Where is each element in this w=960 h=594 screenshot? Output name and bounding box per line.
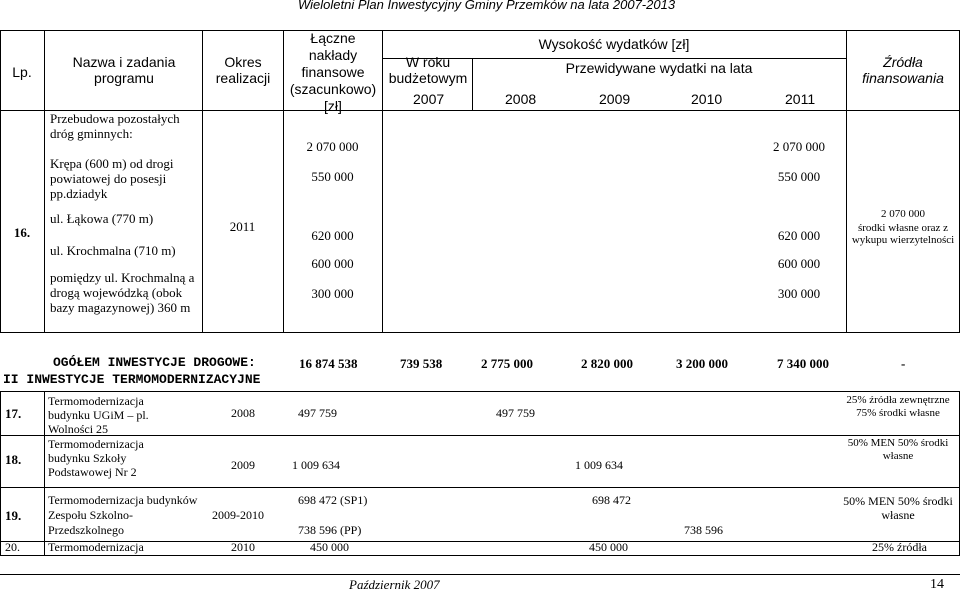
row19-sources: 50% MEN 50% środki własne xyxy=(843,494,953,523)
row16-item-3-name: ul. Łąkowa (770 m) xyxy=(50,211,154,226)
row18-name: Termomodernizacja budynku Szkoły Podstawowej Nr 2 xyxy=(48,437,144,480)
row16-item-3-total: 620 000 xyxy=(311,228,354,243)
row17-value: 497 759 xyxy=(496,406,535,420)
summary-total: 16 874 538 xyxy=(299,356,358,371)
row18-period: 2009 xyxy=(231,458,255,472)
header-year-2010: 2010 xyxy=(691,91,723,107)
row16-item-4-total: 600 000 xyxy=(311,256,354,271)
page-number: 14 xyxy=(930,577,944,592)
row16-source-amount: 2 070 000 xyxy=(881,208,925,220)
row19-total-2: 738 596 (PP) xyxy=(298,523,362,537)
row16-item-1-name: Krępa (600 m) od drogi powiatowej do posesji pp.dziadyk xyxy=(50,156,174,201)
header-planned: Przewidywane wydatki na lata xyxy=(565,60,753,76)
header-year-2011: 2011 xyxy=(785,91,816,107)
summary-sources: - xyxy=(901,356,906,371)
row16-item-2-2011: 550 000 xyxy=(777,169,821,184)
row19-value-2: 738 596 xyxy=(684,523,723,537)
summary-2010: 3 200 000 xyxy=(676,356,728,371)
row20-name: Termomodernizacja xyxy=(48,540,144,554)
summary-2011: 7 340 000 xyxy=(777,356,829,371)
row16-item-5-2011: 300 000 xyxy=(777,286,821,301)
row18-sources: 50% MEN 50% środki własne xyxy=(847,437,949,462)
row16-item-3-2011: 620 000 xyxy=(777,228,821,243)
header-year-2007: 2007 xyxy=(413,91,445,107)
row19-total-1: 698 472 (SP1) xyxy=(298,493,368,507)
row16-item-4-2011: 600 000 xyxy=(777,256,821,271)
row18-value: 1 009 634 xyxy=(575,458,623,472)
header-sources: Źródła finansowania xyxy=(862,54,944,87)
row16-item-2-total: 550 000 xyxy=(311,169,354,184)
summary-label: OGÓŁEM INWESTYCJE DROGOWE: xyxy=(53,355,256,370)
row16-period: 2011 xyxy=(229,219,256,234)
row16-item-1-2011: 2 070 000 xyxy=(773,139,825,154)
row19-lp: 19. xyxy=(5,508,22,523)
row18-total: 1 009 634 xyxy=(292,458,340,472)
header-lp: Lp. xyxy=(12,64,32,80)
summary-2008: 2 775 000 xyxy=(481,356,533,371)
row20-sources: 25% źródła xyxy=(872,540,927,554)
row20-lp: 20. xyxy=(5,540,20,554)
row16-item-4-name: ul. Krochmalna (710 m) xyxy=(50,243,176,258)
header-year-2008: 2008 xyxy=(505,91,537,107)
row18-lp: 18. xyxy=(5,452,22,467)
summary-2009: 2 820 000 xyxy=(581,356,633,371)
row16-item-5-name: pomiędzy ul. Krochmalną a drogą wojewódzką (obok bazy magazynowej) 360 m xyxy=(50,270,195,315)
row16-item-5-total: 300 000 xyxy=(311,286,354,301)
row20-period: 2010 xyxy=(231,540,255,554)
header-budget-year: W roku budżetowym xyxy=(388,54,468,87)
document-title: Wieloletni Plan Inwestycyjny Gminy Przemków na lata 2007-2013 xyxy=(298,0,676,12)
row19-period: 2009-2010 xyxy=(212,508,264,522)
row16-item-1-total: 2 070 000 xyxy=(306,139,359,154)
row16-title: Przebudowa pozostałych dróg gminnych: xyxy=(50,111,180,141)
section-2-title: II INWESTYCJE TERMOMODERNIZACYJNE xyxy=(3,372,261,387)
header-year-2009: 2009 xyxy=(599,91,631,107)
row17-total: 497 759 xyxy=(298,406,337,420)
row16-source-text: środki własne oraz z wykupu wierzytelności xyxy=(851,222,955,247)
row19-value-1: 698 472 xyxy=(592,493,631,507)
row17-period: 2008 xyxy=(231,406,255,420)
summary-2007: 739 538 xyxy=(400,356,443,371)
header-expense-height: Wysokość wydatków [zł] xyxy=(538,36,690,52)
row17-sources: 25% źródła zewnętrzne 75% środki własne xyxy=(846,394,950,419)
row20-value: 450 000 xyxy=(589,540,628,554)
footer-date: Październik 2007 xyxy=(349,577,440,592)
header-total: Łączne nakłady finansowe (szacunkowo) [zł] xyxy=(289,30,377,115)
row17-lp: 17. xyxy=(5,406,22,421)
row19-name: Termomodernizacja budynków Zespołu Szkolno-Przedszkolnego xyxy=(48,493,198,538)
header-period: Okres realizacji xyxy=(215,54,271,87)
row20-total: 450 000 xyxy=(310,540,349,554)
header-name: Nazwa i zadania programu xyxy=(72,54,176,87)
row16-lp: 16. xyxy=(13,225,31,240)
row17-name: Termomodernizacja budynku UGiM – pl. Wolności 25 xyxy=(48,394,149,437)
